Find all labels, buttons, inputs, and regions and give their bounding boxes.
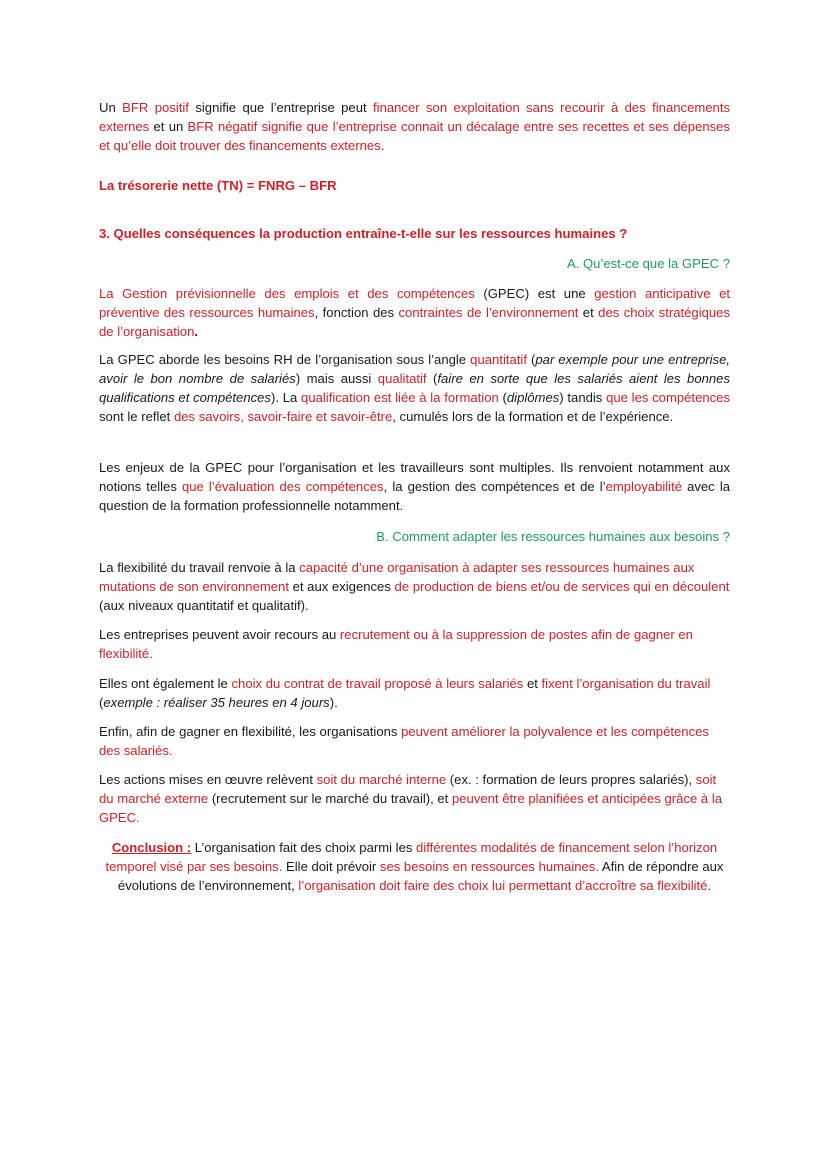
highlight: choix du contrat de travail proposé à leurs salariés <box>231 676 524 691</box>
subsection-b-heading: B. Comment adapter les ressources humaines aux besoins ? <box>376 529 730 544</box>
highlight: capacité d’une organisation à adapter ses ressources humaines aux mutations de son environnement <box>99 560 695 594</box>
italic-text: exemple : réaliser 35 heures en 4 jours <box>103 695 330 710</box>
text: Un <box>99 100 123 115</box>
highlight: que l’évaluation des compétences <box>181 479 384 494</box>
text: ) mais aussi <box>295 371 378 386</box>
text: sont le reflet <box>99 409 174 424</box>
text: ). La <box>270 390 302 405</box>
highlight: l’organisation doit faire des choix lui permettant d’accroître sa flexibilité. <box>298 878 712 893</box>
text: et un <box>149 119 188 134</box>
text: avec la question de la formation professionnelle notamment. <box>99 479 731 513</box>
text: ( <box>99 695 104 710</box>
italic-text: par exemple pour une entreprise, avoir le bon nombre de salariés <box>99 352 731 386</box>
text: Les actions mises en œuvre relèvent <box>99 772 317 787</box>
treasury-formula: La trésorerie nette (TN) = FNRG – BFR <box>99 178 337 193</box>
subsection-a-heading: A. Qu’est-ce que la GPEC ? <box>566 256 730 271</box>
text: (ex. : formation de leurs propres salariés), <box>446 772 696 787</box>
gpec-stakes-paragraph <box>99 458 730 515</box>
text: , la gestion des compétences et de l’ <box>383 479 606 494</box>
polyvalence-paragraph <box>99 722 730 760</box>
section-3-heading: 3. Quelles conséquences la production entraîne-t-elle sur les ressources humaines ? <box>99 226 628 241</box>
text: et <box>578 305 599 320</box>
text: et aux exigences <box>288 579 395 594</box>
gpec-definition-paragraph <box>99 284 730 341</box>
highlight: des choix stratégiques de l’organisation <box>99 305 731 339</box>
highlight: recrutement ou à la suppression de postes afin de gagner en flexibilité. <box>99 627 693 661</box>
highlight: soit du marché interne <box>316 772 447 787</box>
text: Enfin, afin de gagner en flexibilité, les organisations <box>99 724 402 739</box>
highlight: employabilité <box>605 479 682 494</box>
text: (GPEC) est une <box>474 286 595 301</box>
conclusion-paragraph <box>99 838 730 895</box>
highlight: gestion anticipative et préventive des ressources humaines <box>99 286 730 320</box>
text: Afin de répondre aux évolutions de l’environnement, <box>117 859 724 893</box>
text: (aux niveaux quantitatif et qualitatif). <box>99 598 309 613</box>
text: , cumulés lors de la formation et de l’expérience. <box>392 409 674 424</box>
highlight: La Gestion prévisionnelle des emplois et des compétences <box>99 286 475 301</box>
highlight: des savoirs, savoir-faire et savoir-être <box>173 409 393 424</box>
text: . <box>380 138 385 153</box>
italic-text: faire en sorte que les salariés aient les bonnes qualifications et compétences <box>99 371 731 405</box>
highlight: ses besoins en ressources humaines. <box>379 859 599 874</box>
text: ) tandis <box>559 390 607 405</box>
text: La flexibilité du travail renvoie à la <box>99 560 300 575</box>
text: Elle doit prévoir <box>282 859 380 874</box>
text: signifie que l’entreprise peut <box>188 100 374 115</box>
text: La GPEC aborde les besoins RH de l’organisation sous l’angle <box>99 352 471 367</box>
highlight: soit du marché externe <box>99 772 717 806</box>
highlight: qualification est liée à la formation <box>301 390 499 405</box>
text: ( <box>526 352 536 367</box>
text: L’organisation fait des choix parmi les <box>191 840 417 855</box>
italic-text: diplômes <box>506 390 560 405</box>
gpec-needs-paragraph <box>99 350 730 426</box>
text: ( <box>498 390 507 405</box>
text: et <box>523 676 542 691</box>
recruitment-paragraph <box>99 625 730 663</box>
text: (recrutement sur le marché du travail), et <box>208 791 452 806</box>
text: ( <box>426 371 438 386</box>
highlight: différentes modalités de financement selon l’horizon temporel visé par ses besoins. <box>105 840 718 874</box>
highlight: de production de biens et/ou de services qui en découlent <box>394 579 730 594</box>
market-actions-paragraph <box>99 770 730 827</box>
text: ). <box>329 695 338 710</box>
contract-paragraph <box>99 674 730 712</box>
highlight: BFR négatif signifie que l’entreprise connait un décalage entre ses recettes et ses dépenses et qu’elle doit trouver des financements externes <box>99 119 730 153</box>
highlight: financer son exploitation sans recourir à des financements externes <box>99 100 731 134</box>
conclusion-label: Conclusion : <box>111 840 192 855</box>
text: Les enjeux de la GPEC pour l’organisation et les travailleurs sont multiples. Ils renvoient notamment aux notions telles <box>99 460 730 494</box>
highlight: que les compétences <box>606 390 731 405</box>
text: . <box>194 324 198 339</box>
text: Elles ont également le <box>99 676 232 691</box>
highlight: peuvent améliorer la polyvalence et les compétences des salariés. <box>99 724 709 758</box>
bfr-paragraph <box>99 98 730 155</box>
flexibility-paragraph <box>99 558 730 615</box>
highlight: peuvent être planifiées et anticipées grâce à la GPEC. <box>99 791 723 825</box>
text: Les entreprises peuvent avoir recours au <box>99 627 340 642</box>
highlight: quantitatif <box>470 352 527 367</box>
highlight: contraintes de l’environnement <box>398 305 579 320</box>
highlight: BFR positif <box>122 100 189 115</box>
highlight: fixent l’organisation du travail <box>541 676 711 691</box>
text: , fonction des <box>314 305 399 320</box>
highlight: qualitatif <box>377 371 427 386</box>
